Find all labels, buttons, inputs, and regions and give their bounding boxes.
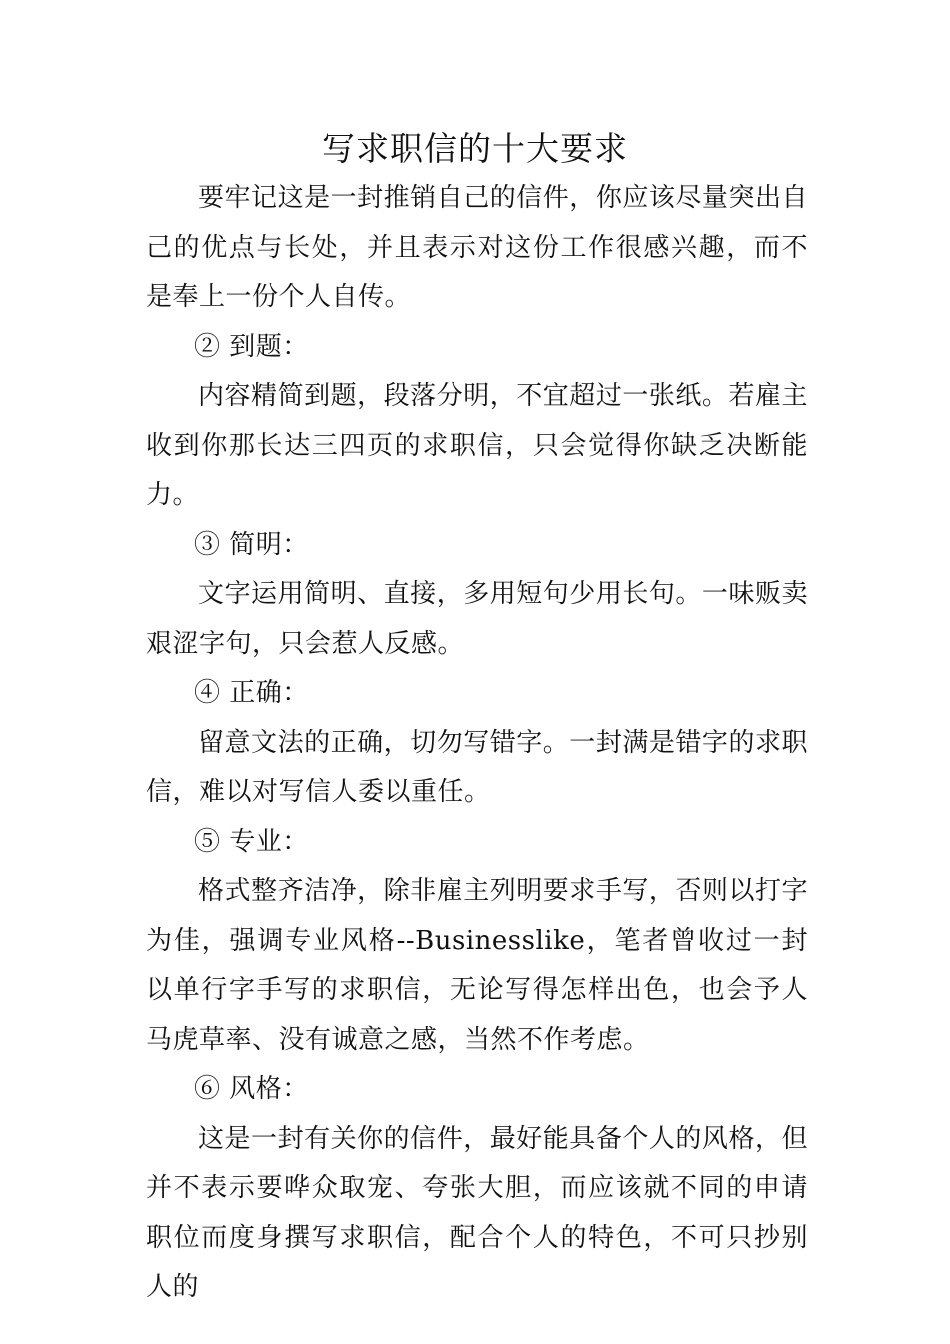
section-heading-concise: ③ 简明： [194, 529, 309, 560]
paragraph-intro: 要牢记这是一封推销自己的信件，你应该尽量突出自己的优点与长处，并且表示对这份工作很感兴趣，而不是奉上一份个人自传。 [146, 183, 808, 312]
document-body [146, 174, 808, 1313]
paragraph-style: 这是一封有关你的信件，最好能具备个人的风格，但并不表示要哗众取宠、夸张大胆，而应该就不同的申请职位而度身撰写求职信，配合个人的特色，不可只抄别人的 [146, 1123, 808, 1302]
paragraph-relevance: 内容精简到题，段落分明，不宜超过一张纸。若雇主收到你那长达三四页的求职信，只会觉得你缺乏决断能力。 [146, 381, 808, 510]
paragraph-correct: 留意文法的正确，切勿写错字。一封满是错字的求职信，难以对写信人委以重任。 [146, 727, 808, 807]
document-title: 写求职信的十大要求 [322, 129, 628, 168]
section-heading-style: ⑥ 风格： [194, 1074, 309, 1104]
section-heading-correct: ④ 正确： [194, 678, 309, 708]
paragraph-concise: 文字运用简明、直接，多用短句少用长句。一味贩卖艰涩字句，只会惹人反感。 [146, 579, 808, 659]
section-heading-professional: ⑤ 专业： [194, 826, 309, 857]
paragraph-professional: 格式整齐洁净，除非雇主列明要求手写，否则以打字为佳，强调专业风格--Businesslike，笔者曾收过一封以单行字手写的求职信，无论写得怎样出色，也会予人马虎草率、没有诚意之感，当然不作考虑。 [146, 876, 808, 1055]
section-heading-relevance: ② 到题： [194, 331, 309, 362]
